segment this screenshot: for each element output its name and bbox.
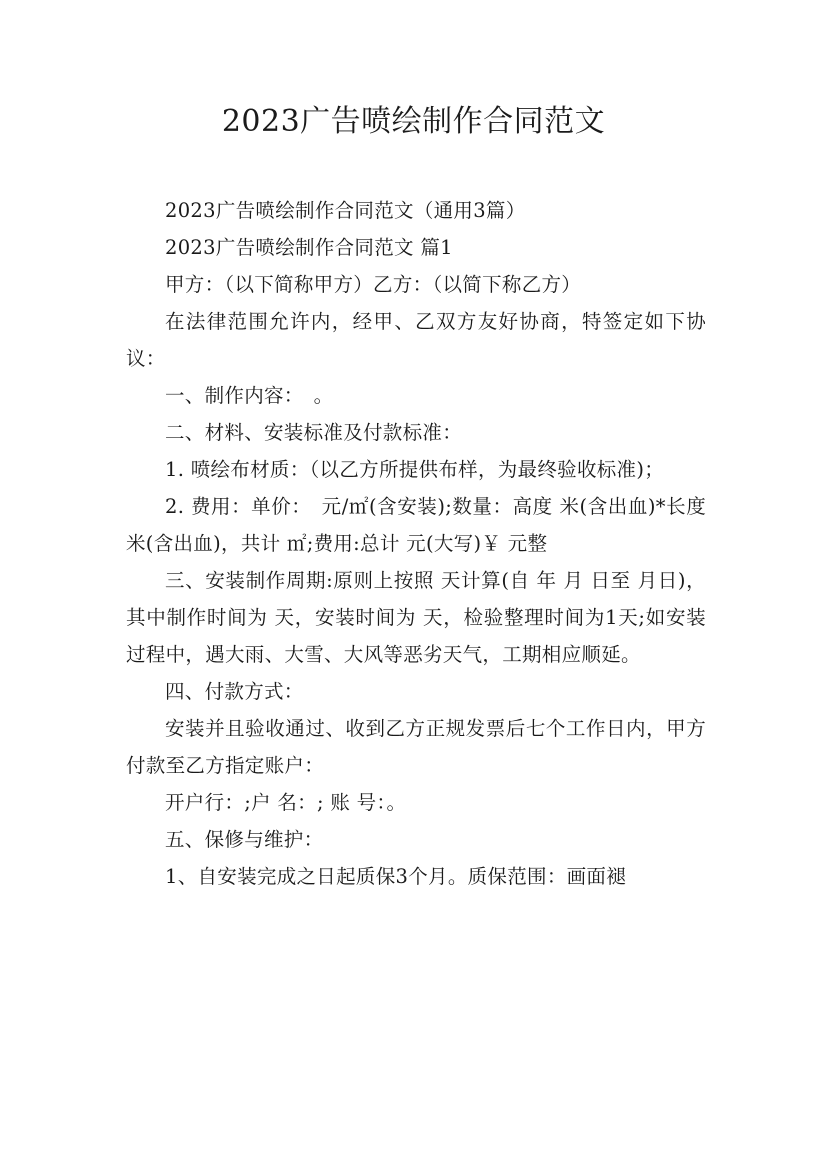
paragraph-section-heading: 2023广告喷绘制作合同范文 篇1: [165, 236, 453, 259]
paragraph-clause-3: 三、安装制作周期:原则上按照 天计算(自 年 月 日至 月日)，其中制作时间为 天，安装时间为 天，检验整理时间为1天;如安装过程中，遇大雨、大雪、大风等恶劣天气，工期相应顺延。: [126, 569, 706, 666]
paragraph-clause-2-material: 1. 喷绘布材质：（以乙方所提供布样，为最终验收标准)；: [165, 458, 665, 481]
paragraph-clause-5-warranty: 1、自安装完成之日起质保3个月。质保范围：画面褪: [165, 865, 627, 888]
document-title: 2023广告喷绘制作合同范文: [221, 104, 606, 139]
paragraph-preamble: 在法律范围允许内，经甲、乙双方友好协商，特签定如下协议：: [126, 310, 706, 370]
paragraph-clause-2: 二、材料、安装标准及付款标准：: [165, 421, 463, 444]
paragraph-clause-1: 一、制作内容： 。: [165, 384, 334, 407]
paragraph-clause-5: 五、保修与维护：: [165, 828, 324, 851]
document-body: [126, 192, 706, 895]
paragraph-clause-4-detail: 安装并且验收通过、收到乙方正规发票后七个工作日内，甲方付款至乙方指定账户：: [126, 717, 706, 777]
paragraph-subtitle: 2023广告喷绘制作合同范文（通用3篇）: [165, 199, 526, 222]
paragraph-clause-2-cost: 2. 费用：单价： 元/㎡(含安装);数量：高度 米(含出血)*长度 米(含出血)，共计 ㎡;费用:总计 元(大写)￥ 元整: [126, 495, 706, 555]
paragraph-bank-info: 开户行：;户 名：; 账 号：。: [165, 791, 407, 814]
paragraph-clause-4: 四、付款方式：: [165, 680, 304, 703]
paragraph-parties: 甲方：（以下简称甲方）乙方：（以简下称乙方）: [165, 273, 582, 296]
